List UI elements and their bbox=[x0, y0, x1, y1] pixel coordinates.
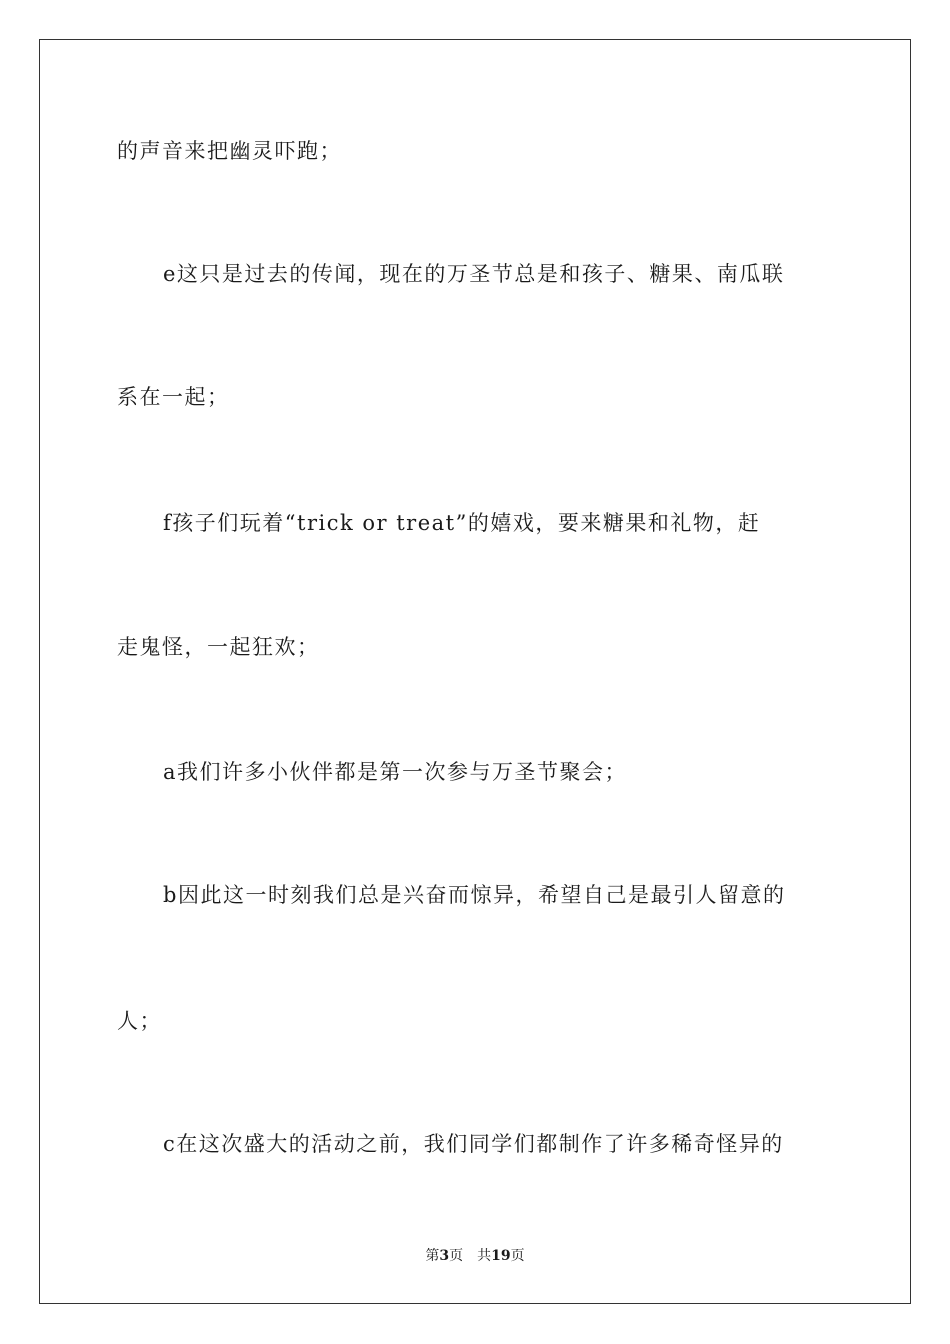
body-line-2: e这只是过去的传闻，现在的万圣节总是和孩子、糖果、南瓜联 bbox=[163, 262, 785, 286]
page-border bbox=[39, 39, 911, 1304]
body-line-4: f孩子们玩着“trick or treat”的嬉戏，要来糖果和礼物，赶 bbox=[163, 511, 761, 535]
body-line-8: 人； bbox=[117, 1009, 162, 1033]
page-number: 3 bbox=[439, 1248, 450, 1264]
page-suffix: 页 bbox=[449, 1248, 464, 1264]
total-suffix: 页 bbox=[510, 1248, 525, 1264]
total-pages: 19 bbox=[491, 1248, 511, 1264]
body-line-9: c在这次盛大的活动之前，我们同学们都制作了许多稀奇怪异的 bbox=[163, 1132, 784, 1156]
body-line-3: 系在一起； bbox=[117, 385, 230, 409]
body-line-7: b因此这一时刻我们总是兴奋而惊异，希望自己是最引人留意的 bbox=[163, 883, 786, 907]
body-line-5: 走鬼怪，一起狂欢； bbox=[117, 635, 320, 659]
total-prefix: 共 bbox=[477, 1248, 492, 1264]
page-prefix: 第 bbox=[425, 1248, 440, 1264]
page-footer bbox=[0, 1246, 950, 1266]
body-line-6: a我们许多小伙伴都是第一次参与万圣节聚会； bbox=[163, 760, 628, 784]
body-line-1: 的声音来把幽灵吓跑； bbox=[117, 139, 342, 163]
